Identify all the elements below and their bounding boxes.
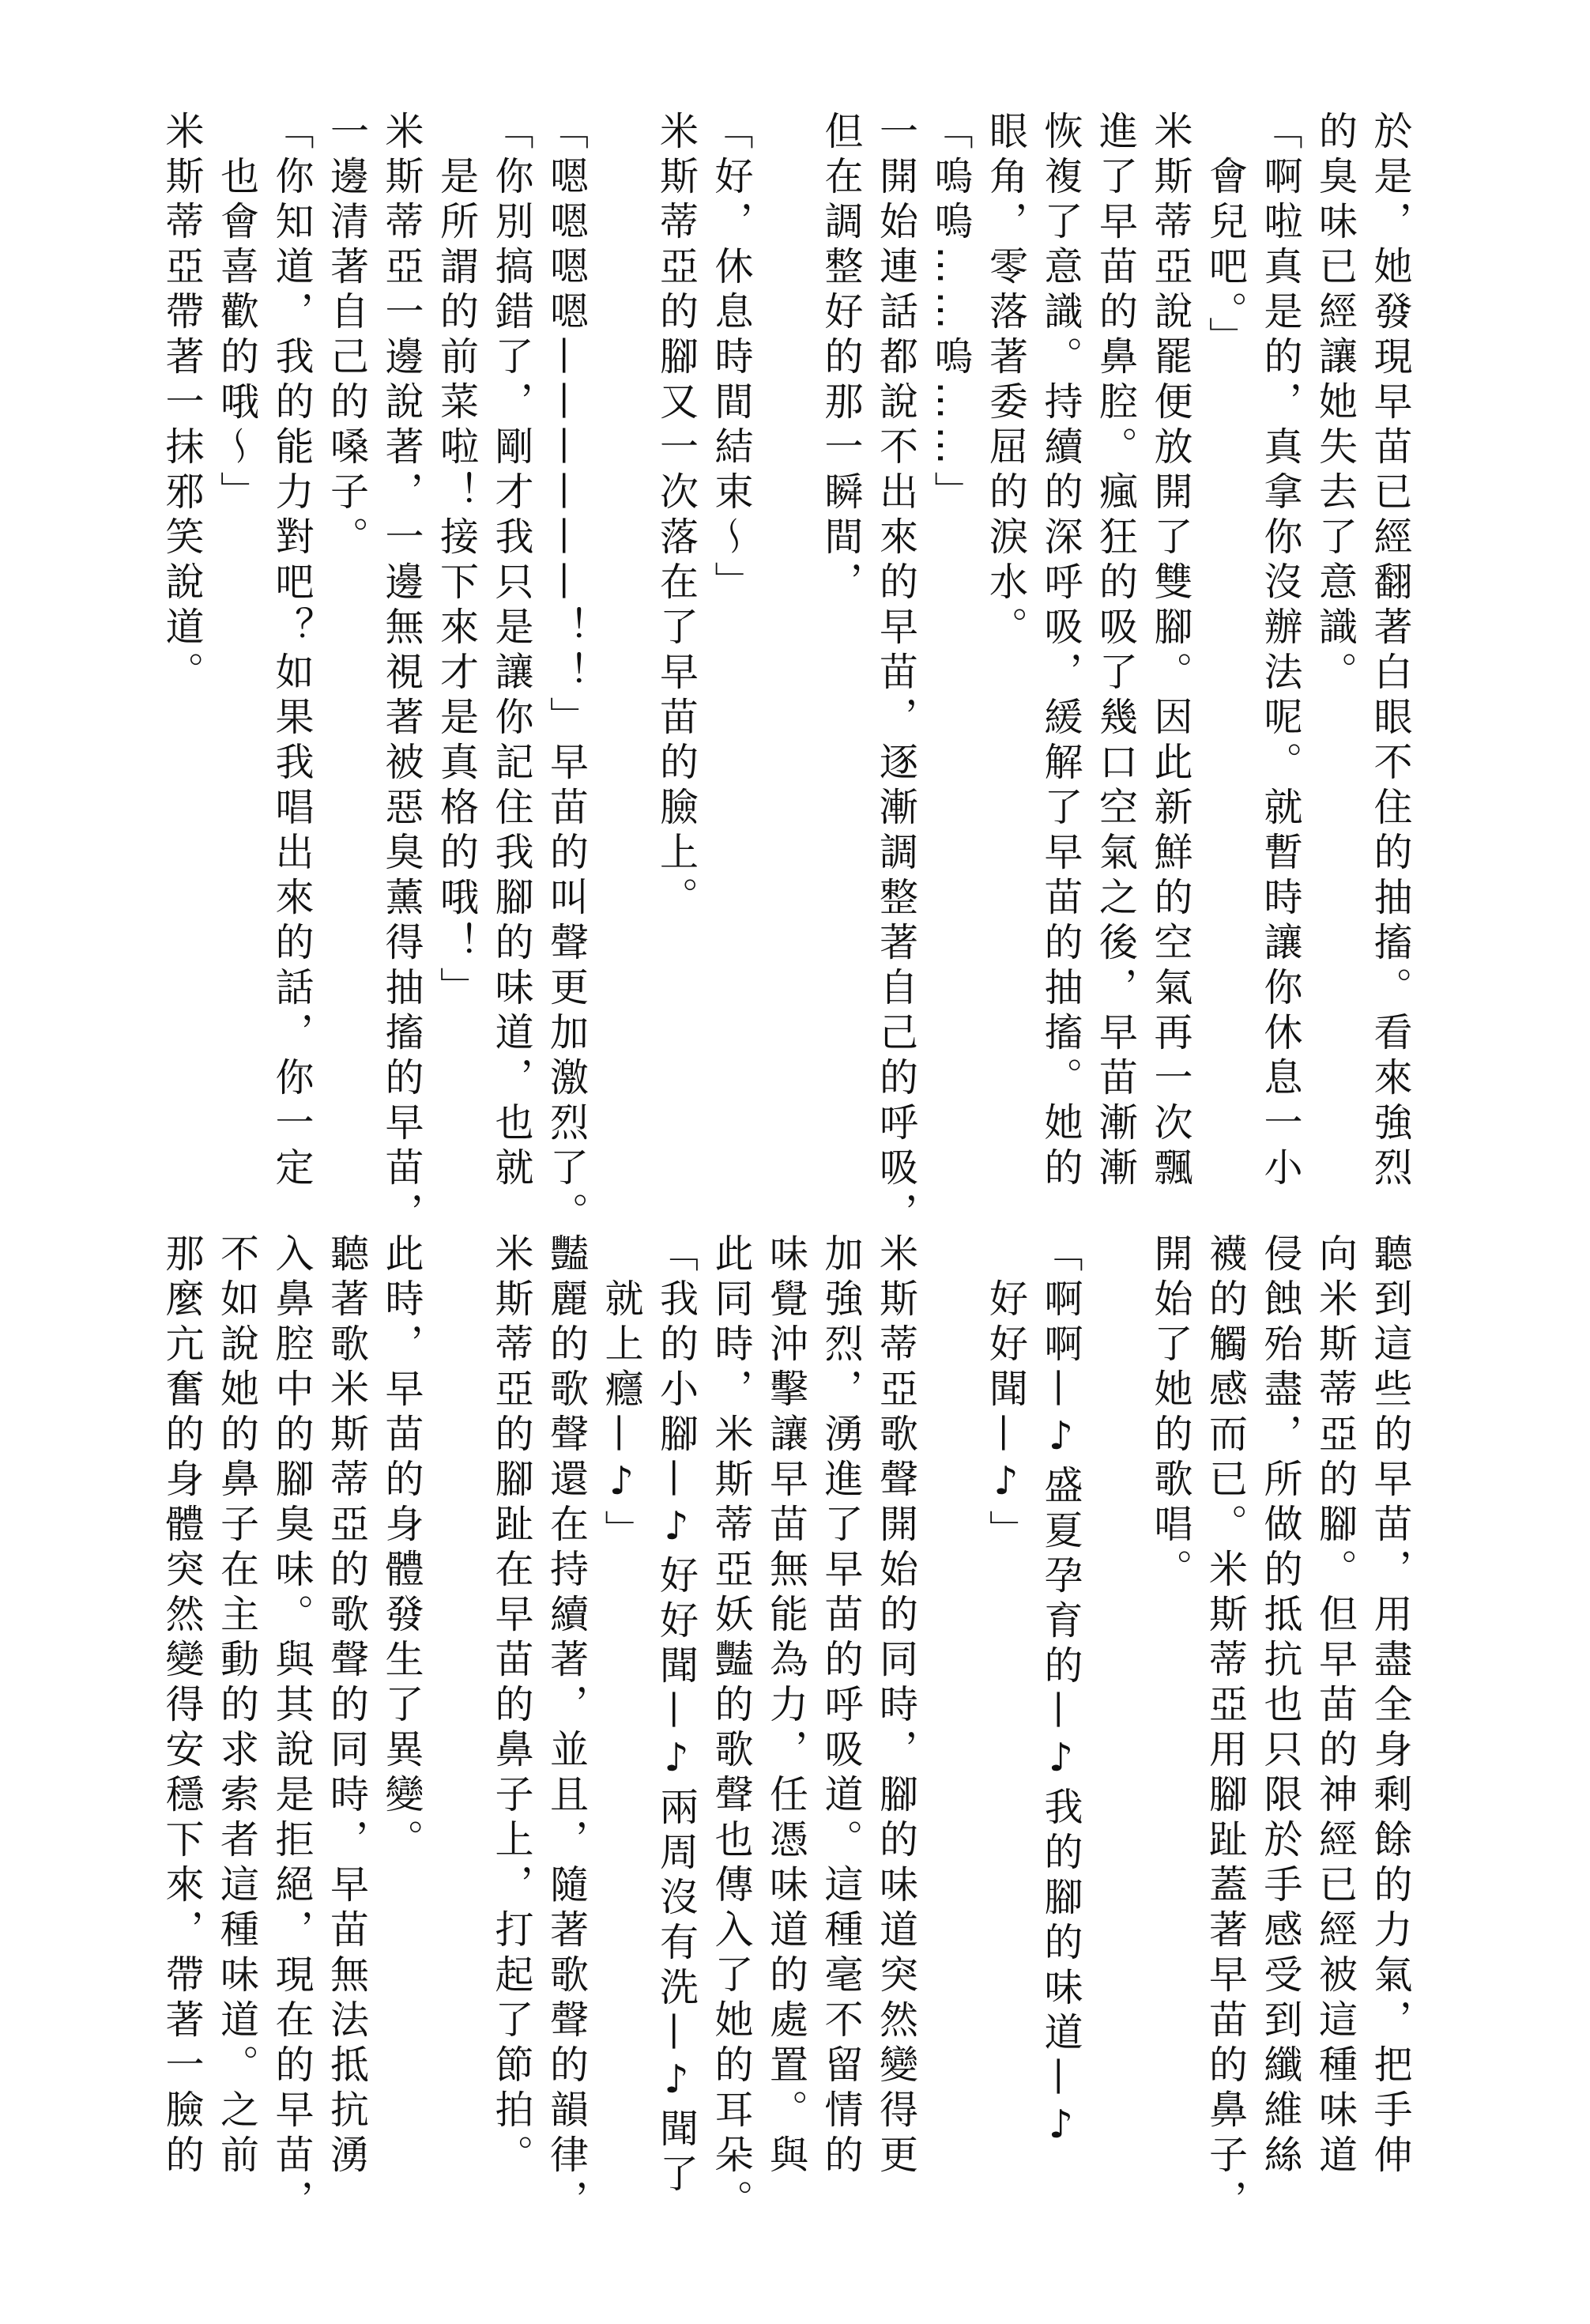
text-column: 米斯蒂亞的腳趾在早苗的鼻子上，打起了節拍。 — [489, 1233, 534, 2179]
text-column: 是所謂的前菜啦！接下來才是真格的哦！」 — [434, 111, 480, 1012]
text-column: 「我的小腳—♪好好聞—♪兩周沒有洗—♪聞了 — [654, 1233, 699, 2198]
text-column: 一開始連話都說不出來的早苗，逐漸調整著自己的呼吸， — [873, 111, 919, 1237]
text-column: 「嗚嗚……嗚……」 — [929, 111, 974, 516]
blank-column — [1088, 1233, 1144, 1241]
text-column: 聽著歌米斯蒂亞的歌聲的同時，早苗無法抵抗湧 — [324, 1233, 370, 2179]
upper-text-block — [160, 111, 1418, 1237]
text-column: 會兒吧。」 — [1203, 111, 1249, 362]
text-column: 米斯蒂亞一邊說著，一邊無視著被惡臭薰得抽搐的早苗， — [379, 111, 424, 1237]
text-column: 「啊啊—♪盛夏孕育的—♪我的腳的味道—♪ — [1038, 1233, 1083, 2153]
text-column: 進了早苗的鼻腔。瘋狂的吸了幾口空氣之後，早苗漸漸 — [1093, 111, 1139, 1192]
text-column: 也會喜歡的哦～」 — [214, 111, 260, 516]
text-column: 的臭味已經讓她失去了意識。 — [1313, 111, 1358, 696]
blank-column — [759, 111, 814, 119]
text-column: 米斯蒂亞說罷便放開了雙腳。因此新鮮的空氣再一次飄 — [1148, 111, 1193, 1192]
blank-column — [429, 1233, 484, 1241]
text-column: 入鼻腔中的腳臭味。與其說是拒絕，現在的早苗， — [269, 1233, 315, 2224]
text-column: 「好，休息時間結束～」 — [709, 111, 754, 606]
text-column: 味覺沖擊讓早苗無能為力，任憑味道的處置。與 — [763, 1233, 809, 2179]
text-column: 米斯蒂亞帶著一抹邪笑說道。 — [160, 111, 205, 696]
text-column: 「你別搞錯了，剛才我只是讓你記住我腳的味道，也就 — [489, 111, 534, 1192]
text-column: 但在調整好的那一瞬間， — [819, 111, 864, 606]
text-column: 「嗯嗯嗯嗯——————！！」早苗的叫聲更加激烈了。 — [544, 111, 590, 1237]
text-column: 於是，她發現早苗已經翻著白眼不住的抽搐。看來強烈 — [1368, 111, 1413, 1192]
lower-text-block — [160, 1233, 1418, 2324]
text-column: 眼角，零落著委屈的淚水。 — [983, 111, 1029, 651]
text-column: 一邊清著自己的嗓子。 — [324, 111, 370, 561]
blank-column — [924, 1233, 979, 1241]
text-column: 米斯蒂亞歌聲開始的同時，腳的味道突然變得更 — [873, 1233, 919, 2179]
text-column: 侵蝕殆盡，所做的抵抗也只限於手感受到纖維絲 — [1258, 1233, 1303, 2179]
text-column: 好好聞—♪」 — [983, 1233, 1029, 1555]
text-column: 「啊啦真是的，真拿你沒辦法呢。就暫時讓你休息一小 — [1258, 111, 1303, 1192]
text-column: 豔麗的歌聲還在持續著，並且，隨著歌聲的韻律， — [544, 1233, 590, 2224]
text-column: 恢複了意識。持續的深呼吸，緩解了早苗的抽搐。她的 — [1038, 111, 1083, 1192]
text-column: 襪的觸感而已。米斯蒂亞用腳趾蓋著早苗的鼻子， — [1203, 1233, 1249, 2224]
text-column: 聽到這些的早苗，用盡全身剩餘的力氣，把手伸 — [1368, 1233, 1413, 2179]
text-column: 「你知道，我的能力對吧？如果我唱出來的話，你一定 — [269, 111, 315, 1192]
text-column: 向米斯蒂亞的腳。但早苗的神經已經被這種味道 — [1313, 1233, 1358, 2179]
blank-column — [594, 111, 650, 119]
text-column: 加強烈，湧進了早苗的呼吸道。這種毫不留情的 — [819, 1233, 864, 2179]
text-column: 此時，早苗的身體發生了異變。 — [379, 1233, 424, 1864]
text-column: 就上癮—♪」 — [599, 1233, 644, 1555]
text-column: 不如說她的鼻子在主動的求索者這種味道。之前 — [214, 1233, 260, 2179]
text-column: 那麼亢奮的身體突然變得安穩下來，帶著一臉的 — [160, 1233, 205, 2179]
text-column: 開始了她的歌唱。 — [1148, 1233, 1193, 1594]
text-column: 此同時，米斯蒂亞妖豔的歌聲也傳入了她的耳朵。 — [709, 1233, 754, 2224]
text-column: 米斯蒂亞的腳又一次落在了早苗的臉上。 — [654, 111, 699, 922]
